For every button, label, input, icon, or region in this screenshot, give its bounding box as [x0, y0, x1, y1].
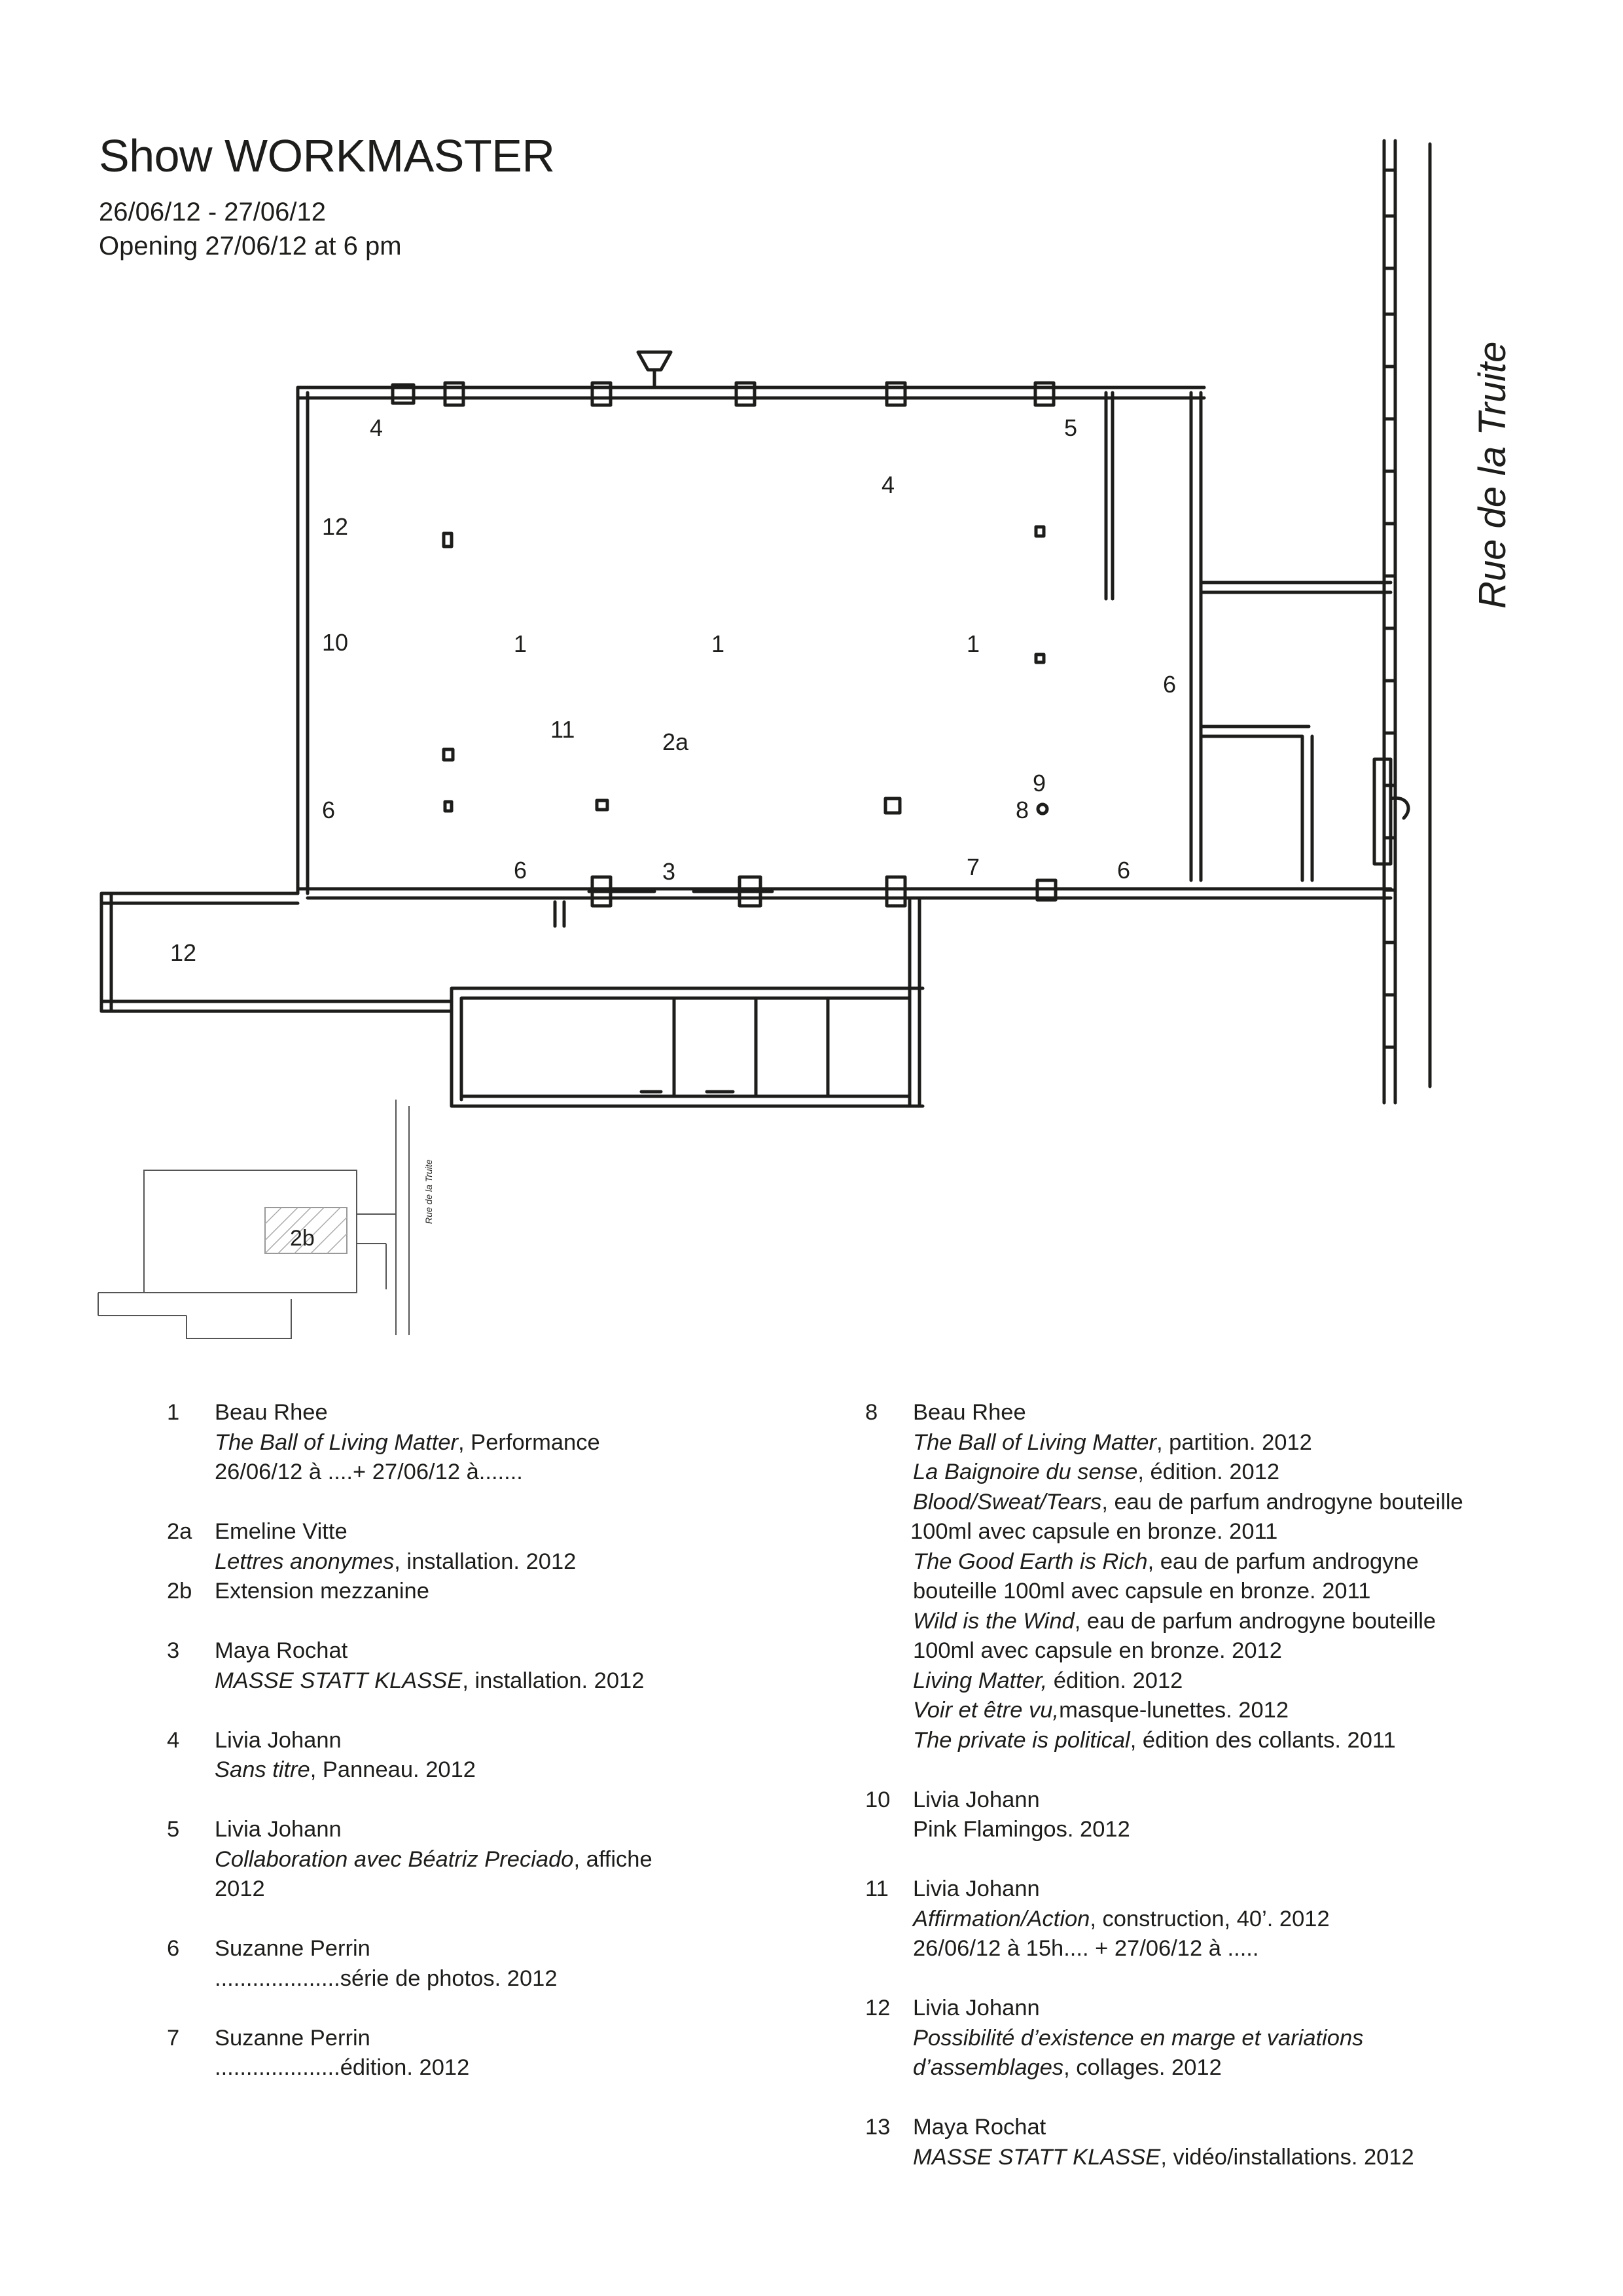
opening-time: Opening 27/06/12 at 6 pm: [99, 232, 402, 260]
work-detail: 26/06/12 à ....+ 27/06/12 à.......: [215, 1460, 523, 1484]
work-title: Affirmation/Action: [913, 1906, 1090, 1931]
artist-name: Livia Johann: [215, 1817, 342, 1842]
work-detail: , collages. 2012: [1063, 2055, 1222, 2080]
work-detail: 100ml avec capsule en bronze. 2012: [913, 1638, 1282, 1663]
work-title: MASSE STATT KLASSE: [913, 2144, 1161, 2170]
work-title: La Baignoire du sense: [913, 1460, 1138, 1484]
artist-name: Beau Rhee: [913, 1400, 1026, 1425]
plan-label: 12: [170, 939, 197, 966]
street-curb: [1384, 141, 1395, 1103]
east-annex: [1201, 583, 1391, 880]
plan-label: 3: [662, 858, 676, 885]
plan-label: 1: [967, 630, 980, 657]
street-name: Rue de la Truite: [1471, 341, 1514, 609]
work-detail: ....................édition. 2012: [215, 2055, 470, 2080]
plan-label: 10: [322, 629, 349, 656]
artist-name: Livia Johann: [215, 1727, 342, 1753]
page-title: Show WORKMASTER: [99, 130, 555, 181]
mezzanine-label: 2b: [290, 1226, 315, 1251]
work-detail: , eau de parfum androgyne: [1147, 1549, 1419, 1574]
work-detail: bouteille 100ml avec capsule en bronze. 2011: [913, 1579, 1371, 1604]
south-wing: [452, 898, 923, 1106]
plan-label: 9: [1033, 770, 1046, 797]
work-title: Voir et être vu,: [913, 1698, 1060, 1723]
legend-entry-1: [167, 1398, 821, 1488]
legend-num: 12: [865, 1996, 891, 2020]
work-title: Blood/Sweat/Tears: [913, 1489, 1102, 1515]
work-title: Wild is the Wind: [913, 1608, 1075, 1634]
artist-name: Suzanne Perrin: [215, 2025, 370, 2051]
legend-num: 4: [167, 1727, 180, 1753]
work-detail: masque-lunettes. 2012: [1059, 1698, 1289, 1723]
legend-num: 3: [167, 1638, 180, 1663]
legend-entry-13: [865, 2113, 1520, 2172]
mini-street-name: Rue de la Truite: [423, 1159, 434, 1224]
mezzanine-mini-plan: [98, 1100, 409, 1338]
work-title: MASSE STATT KLASSE: [215, 1668, 463, 1693]
plan-label: 4: [882, 471, 895, 498]
work-title: The Ball of Living Matter: [913, 1429, 1157, 1455]
work-detail: , vidéo/installations. 2012: [1160, 2144, 1414, 2170]
legend-right: [865, 1398, 1520, 2202]
work-detail: Pink Flamingos. 2012: [913, 1817, 1130, 1842]
work-detail: , eau de parfum androgyne bouteille: [1074, 1608, 1436, 1634]
work-title: Living Matter,: [913, 1668, 1048, 1693]
work-detail: , installation. 2012: [462, 1668, 645, 1693]
work-detail: ....................série de photos. 2012: [215, 1965, 558, 1991]
plan-label: 8: [1016, 797, 1029, 823]
work-detail: , Performance: [458, 1429, 600, 1455]
artist-name: Maya Rochat: [215, 1638, 348, 1663]
work-detail: , construction, 40’. 2012: [1090, 1906, 1330, 1931]
legend-entry-11: [865, 1874, 1520, 1964]
hall-north-wall: [298, 387, 1204, 398]
work-detail: 2012: [215, 1876, 265, 1901]
work-title: d’assemblages: [913, 2055, 1064, 2080]
plan-label: 7: [967, 853, 980, 880]
work-detail: , édition des collants. 2011: [1130, 1727, 1396, 1753]
legend-num: 2b: [167, 1579, 192, 1604]
artist-name: Livia Johann: [913, 1876, 1040, 1901]
legend-num: 13: [865, 2115, 891, 2140]
work-title: The private is political: [913, 1727, 1130, 1753]
door-top: [638, 352, 671, 387]
artist-name: Livia Johann: [913, 1996, 1040, 2020]
artist-name: Beau Rhee: [215, 1400, 328, 1425]
legend-num: 2a: [167, 1519, 192, 1544]
legend-entry-6: [167, 1934, 821, 1994]
hall-east-wall: [1191, 393, 1201, 880]
work-detail: , Panneau. 2012: [310, 1757, 476, 1782]
plan-labels: [170, 414, 1176, 966]
legend-entry-5: [167, 1815, 821, 1905]
legend-num: 8: [865, 1400, 878, 1425]
plan-label: 6: [1163, 671, 1177, 698]
plan-label: 6: [322, 797, 336, 823]
work-detail: , affiche: [573, 1846, 652, 1872]
artist-name: Livia Johann: [913, 1787, 1040, 1812]
legend-num: 7: [167, 2025, 180, 2051]
legend-num: 5: [167, 1817, 180, 1842]
work-detail: , installation. 2012: [394, 1549, 577, 1574]
work-detail: 26/06/12 à 15h.... + 27/06/12 à .....: [913, 1936, 1259, 1961]
legend-entry-7: [167, 2024, 821, 2083]
work-detail: édition. 2012: [1047, 1668, 1183, 1693]
legend-num: 11: [865, 1876, 889, 1901]
legend-num: 1: [167, 1400, 180, 1425]
work-detail: , partition. 2012: [1156, 1429, 1312, 1455]
work-title: Sans titre: [215, 1757, 310, 1782]
plan-label: 1: [514, 630, 527, 657]
plan-label: 5: [1064, 414, 1078, 441]
hall-south-wall: [298, 889, 1391, 898]
legend-entry-4: [167, 1726, 821, 1785]
legend-entry-2a: [167, 1517, 821, 1577]
west-wing: [101, 893, 452, 1011]
artist-name: Extension mezzanine: [215, 1579, 429, 1604]
work-title: The Ball of Living Matter: [215, 1429, 459, 1455]
plan-label: 11: [550, 716, 575, 743]
legend-num: 6: [167, 1936, 180, 1961]
work-detail: , eau de parfum androgyne bouteille: [1101, 1489, 1463, 1515]
work-title: Possibilité d’existence en marge et variations: [913, 2025, 1364, 2051]
work-title: Lettres anonymes: [215, 1549, 395, 1574]
artist-name: Emeline Vitte: [215, 1519, 348, 1544]
work-detail: 100ml avec capsule en bronze. 2011: [910, 1519, 1278, 1544]
legend-entry-12: [865, 1994, 1520, 2083]
plan-label: 12: [322, 513, 349, 540]
plan-label: 2a: [662, 728, 689, 755]
legend-num: 10: [865, 1787, 891, 1812]
hall-west-wall: [298, 393, 308, 893]
work-title: The Good Earth is Rich: [913, 1549, 1148, 1574]
work-detail: , édition. 2012: [1137, 1460, 1280, 1484]
plan-label: 6: [514, 857, 527, 884]
plan-label: 6: [1117, 857, 1131, 884]
plan-label: 4: [370, 414, 383, 441]
legend-left: [167, 1398, 821, 2113]
date-range: 26/06/12 - 27/06/12: [99, 198, 326, 226]
legend-entry-2b: [167, 1577, 821, 1607]
legend-entry-10: [865, 1785, 1520, 1845]
legend-entry-3: [167, 1636, 821, 1696]
artist-name: Maya Rochat: [913, 2115, 1046, 2140]
legend-entry-8: [865, 1398, 1520, 1755]
plan-label: 1: [711, 630, 725, 657]
artist-name: Suzanne Perrin: [215, 1936, 370, 1961]
work-title: Collaboration avec Béatriz Preciado: [215, 1846, 574, 1872]
